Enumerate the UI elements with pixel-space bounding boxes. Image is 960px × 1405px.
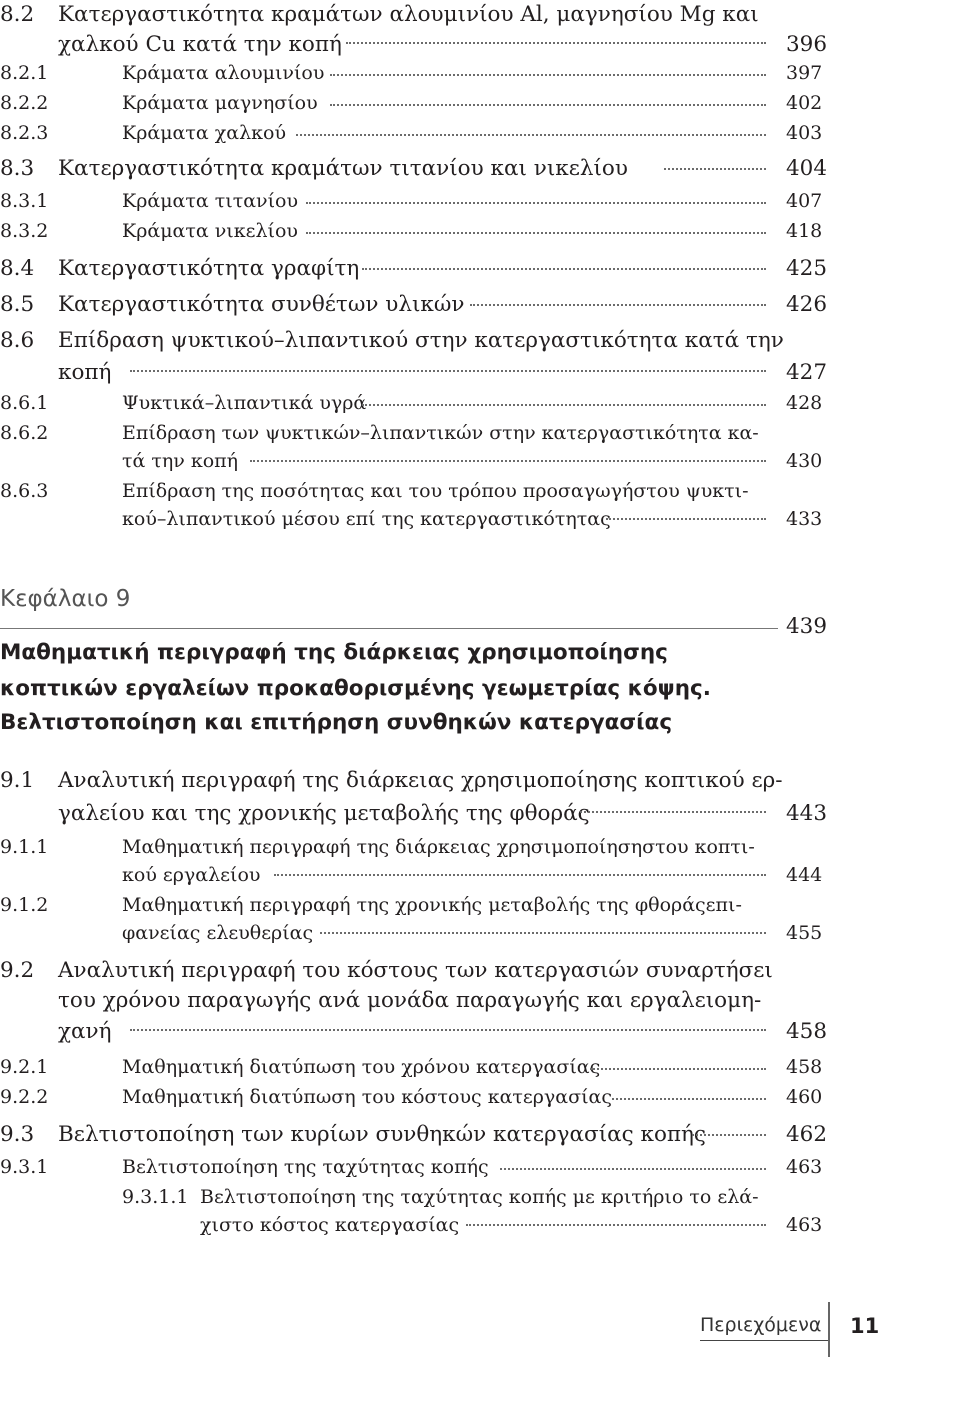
entry-number: 9.1	[0, 768, 35, 793]
entry-page: 403	[786, 122, 823, 144]
leader-dots	[330, 100, 766, 106]
leader-dots	[500, 1164, 766, 1170]
leader-dots	[590, 1064, 766, 1070]
entry-page: 462	[786, 1122, 828, 1147]
entry-page: 463	[786, 1156, 823, 1178]
entry-title: Κράματα μαγνησίου	[122, 92, 318, 114]
entry-title: Κράματα τιτανίου	[122, 190, 299, 212]
footer-rule	[700, 1340, 828, 1341]
leader-dots	[296, 130, 766, 136]
entry-title: Κατεργαστικότητα κραμάτων τιτανίου και νικελίου	[58, 156, 628, 181]
entry-page: 418	[786, 220, 823, 242]
leader-dots	[250, 456, 766, 462]
entry-number: 9.3	[0, 1122, 35, 1147]
entry-number: 9.2.2	[0, 1086, 49, 1108]
entry-title: Κράματα αλουμινίου	[122, 62, 325, 84]
chapter-rule	[0, 628, 778, 629]
entry-title: Μαθηματική διατύπωση του κόστους κατεργασίας	[122, 1086, 613, 1108]
entry-title: Μαθηματική διατύπωση του χρόνου κατεργασίας	[122, 1056, 601, 1078]
leader-dots	[306, 228, 766, 234]
leader-dots	[306, 198, 766, 204]
chapter-title-line: Μαθηματική περιγραφή της διάρκειας χρησιμοποίησης	[0, 640, 668, 665]
entry-title: Βελτιστοποίηση της ταχύτητας κοπής	[122, 1156, 489, 1178]
entry-number: 9.2	[0, 958, 35, 983]
entry-title: Κατεργαστικότητα γραφίτη	[58, 256, 360, 281]
entry-page: 397	[786, 62, 823, 84]
leader-dots	[362, 400, 766, 406]
chapter-title-line: Βελτιστοποίηση και επιτήρηση συνθηκών κατεργασίας	[0, 710, 673, 735]
leader-dots	[330, 70, 766, 76]
chapter-label: Κεφάλαιο 9	[0, 586, 131, 612]
leader-dots	[346, 38, 766, 44]
leader-dots	[612, 1094, 766, 1100]
entry-number: 8.6.3	[0, 480, 49, 502]
entry-title: Μαθηματική περιγραφή της χρονικής μεταβολής της φθοράςεπι-	[122, 894, 742, 916]
entry-page: 404	[786, 156, 828, 181]
leader-dots	[580, 807, 766, 813]
entry-title: χαλκού Cu κατά την κοπή	[58, 32, 342, 57]
entry-title: κού εργαλείου	[122, 864, 261, 886]
chapter-page[interactable]: 439	[786, 614, 828, 639]
chapter-title-line: κοπτικών εργαλείων προκαθορισμένης γεωμετρίας κόψης.	[0, 676, 711, 701]
entry-title: Αναλυτική περιγραφή της διάρκειας χρησιμοποίησης κοπτικού ερ-	[58, 768, 783, 793]
entry-number: 8.6	[0, 328, 35, 353]
page-number: 11	[850, 1314, 880, 1338]
entry-number: 9.3.1	[0, 1156, 49, 1178]
entry-page: 425	[786, 256, 828, 281]
entry-number: 8.3	[0, 156, 35, 181]
leader-dots	[692, 1130, 766, 1136]
entry-page: 402	[786, 92, 823, 114]
entry-page: 426	[786, 292, 828, 317]
entry-title: κού–λιπαντικού μέσου επί της κατεργαστικότητας	[122, 508, 611, 530]
leader-dots	[320, 928, 766, 934]
entry-page: 463	[786, 1214, 823, 1236]
entry-title: Επίδραση της ποσότητας και του τρόπου προσαγωγήστου ψυκτι-	[122, 480, 749, 502]
entry-title: χανή	[58, 1019, 112, 1044]
entry-title: φανείας ελευθερίας	[122, 922, 314, 944]
entry-page: 443	[786, 801, 828, 826]
entry-title: Μαθηματική περιγραφή της διάρκειας χρησιμοποίησηστου κοπτι-	[122, 836, 755, 858]
entry-title: Επίδραση των ψυκτικών–λιπαντικών στην κατεργαστικότητα κα-	[122, 422, 759, 444]
entry-page: 396	[786, 32, 828, 57]
leader-dots	[606, 514, 766, 520]
entry-page: 428	[786, 392, 823, 414]
leader-dots	[130, 1025, 766, 1031]
entry-number: 9.1.2	[0, 894, 49, 916]
entry-page: 407	[786, 190, 823, 212]
entry-number: 9.2.1	[0, 1056, 49, 1078]
entry-title: Ψυκτικά–λιπαντικά υγρά	[122, 392, 367, 414]
leader-dots	[466, 1220, 766, 1226]
footer-section-label: Περιεχόμενα	[700, 1314, 822, 1336]
entry-page: 458	[786, 1056, 823, 1078]
entry-page: 433	[786, 508, 823, 530]
leader-dots	[362, 264, 766, 270]
leader-dots	[664, 164, 766, 170]
leader-dots	[470, 300, 766, 306]
entry-page: 430	[786, 450, 823, 472]
entry-title: Αναλυτική περιγραφή του κόστους των κατεργασιών συναρτήσει	[58, 958, 773, 983]
entry-title: Κατεργαστικότητα κραμάτων αλουμινίου Al, μαγνησίου Mg και	[58, 2, 759, 27]
entry-number: 8.2	[0, 2, 35, 27]
entry-number: 8.3.2	[0, 220, 49, 242]
entry-page: 444	[786, 864, 823, 886]
entry-title: τά την κοπή	[122, 450, 239, 472]
entry-number: 8.4	[0, 256, 35, 281]
leader-dots	[274, 870, 766, 876]
entry-page: 455	[786, 922, 823, 944]
entry-page: 458	[786, 1019, 828, 1044]
entry-title: Βελτιστοποίηση της ταχύτητας κοπής με κριτήριο το ελά-	[200, 1186, 759, 1208]
entry-title: χιστο κόστος κατεργασίας	[200, 1214, 460, 1236]
entry-page: 427	[786, 360, 828, 385]
entry-page: 460	[786, 1086, 823, 1108]
entry-number: 8.3.1	[0, 190, 49, 212]
entry-title: Κράματα νικελίου	[122, 220, 298, 242]
entry-number: 8.6.1	[0, 392, 49, 414]
entry-number: 8.2.3	[0, 122, 49, 144]
leader-dots	[130, 366, 766, 372]
entry-title: Κράματα χαλκού	[122, 122, 287, 144]
entry-number: 8.2.2	[0, 92, 49, 114]
entry-title: γαλείου και της χρονικής μεταβολής της φθοράς	[58, 801, 590, 826]
entry-title: κοπή	[58, 360, 112, 385]
entry-title: Βελτιστοποίηση των κυρίων συνθηκών κατεργασίας κοπής	[58, 1122, 706, 1147]
entry-number: 8.5	[0, 292, 35, 317]
entry-number: 8.2.1	[0, 62, 49, 84]
entry-number: 8.6.2	[0, 422, 49, 444]
entry-title: του χρόνου παραγωγής ανά μονάδα παραγωγής και εργαλειομη-	[58, 988, 762, 1013]
entry-title: Επίδραση ψυκτικού–λιπαντικού στην κατεργαστικότητα κατά την	[58, 328, 784, 353]
entry-title: Κατεργαστικότητα συνθέτων υλικών	[58, 292, 465, 317]
entry-number: 9.1.1	[0, 836, 49, 858]
entry-number: 9.3.1.1	[122, 1186, 189, 1208]
